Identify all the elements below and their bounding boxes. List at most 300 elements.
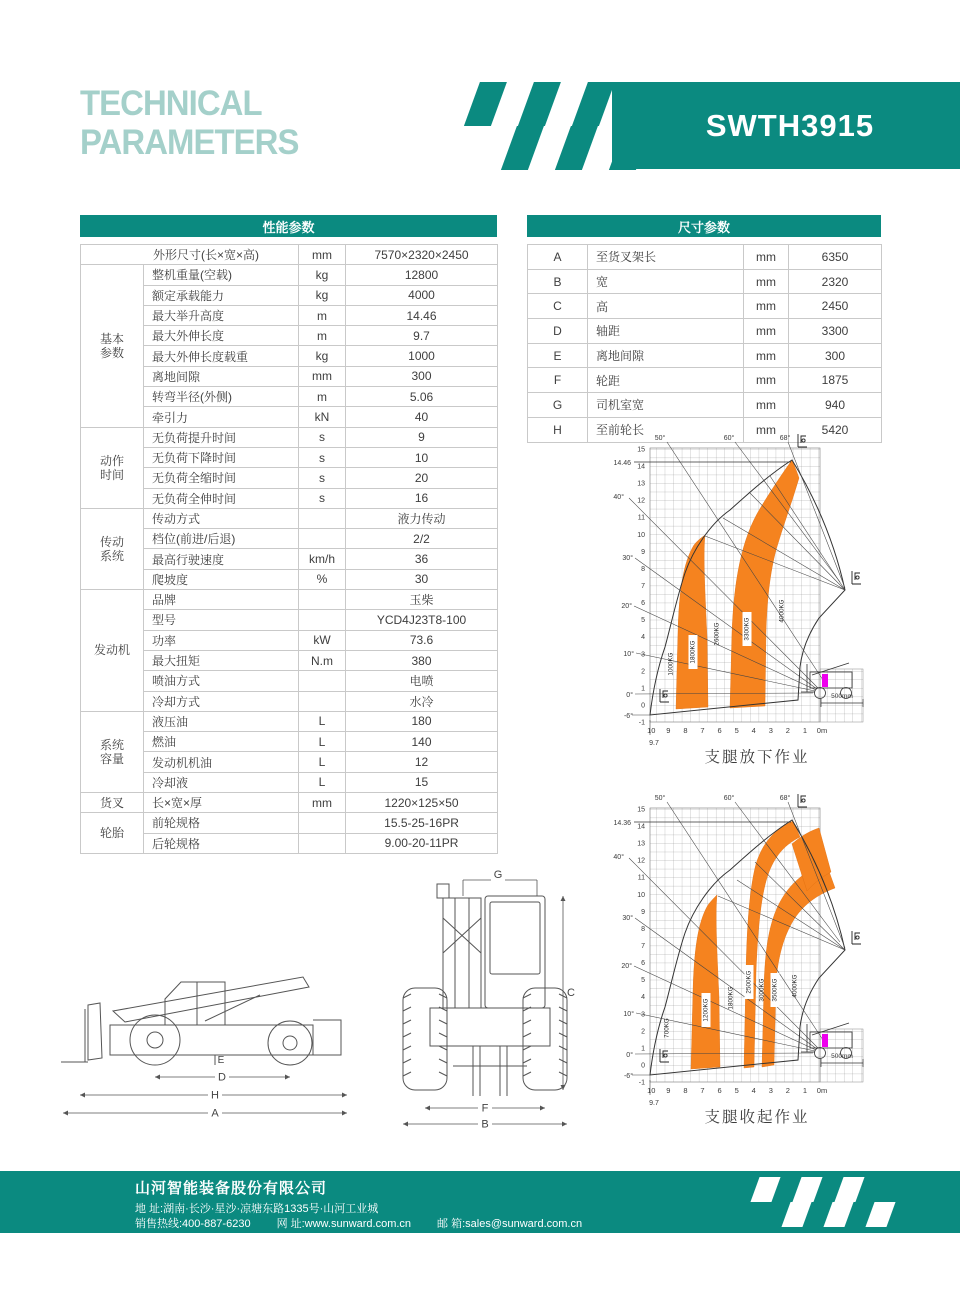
param-unit: mm	[299, 366, 346, 386]
svg-text:12: 12	[637, 497, 645, 505]
table-row	[81, 265, 498, 285]
param-value: 玉柴	[346, 590, 498, 610]
page-title-line2: PARAMETERS	[80, 123, 299, 162]
param-value: 180	[346, 711, 498, 731]
table-row	[81, 326, 498, 346]
svg-text:3000KG: 3000KG	[758, 978, 766, 1002]
dim-name: 宽	[588, 269, 744, 294]
email: 邮 箱:sales@sunward.com.cn	[437, 1218, 583, 1230]
table-row	[81, 711, 498, 731]
checker-cell	[464, 82, 507, 126]
param-unit: L	[299, 772, 346, 792]
svg-text:30°: 30°	[622, 555, 633, 562]
svg-text:10: 10	[647, 1086, 656, 1095]
dimension-label: E	[217, 1055, 225, 1066]
fork-carriage-icon	[798, 434, 807, 447]
dim-value: 3300	[789, 319, 882, 344]
dim-letter: C	[528, 294, 588, 319]
svg-text:0°: 0°	[626, 692, 633, 699]
dim-letter: G	[528, 393, 588, 418]
param-name: 型号	[144, 610, 299, 630]
svg-text:8: 8	[641, 565, 645, 573]
svg-text:1: 1	[802, 1086, 808, 1095]
param-value: 液力传动	[346, 508, 498, 528]
model-number: SWTH3915	[705, 107, 875, 143]
param-value: 20	[346, 468, 498, 488]
param-unit: m	[299, 387, 346, 407]
svg-text:8: 8	[641, 925, 645, 933]
table-row	[81, 407, 498, 427]
dim-unit: mm	[744, 368, 789, 393]
param-unit: m	[299, 326, 346, 346]
table-row	[81, 245, 498, 265]
fork-carriage-icon	[798, 794, 807, 807]
table-row	[528, 393, 882, 418]
param-unit: L	[299, 732, 346, 752]
svg-text:6: 6	[641, 960, 645, 968]
svg-text:7: 7	[641, 943, 645, 951]
param-value: 2/2	[346, 529, 498, 549]
table-row	[81, 671, 498, 691]
table-row	[81, 833, 498, 853]
svg-text:12: 12	[637, 857, 645, 865]
table-row	[528, 269, 882, 294]
dim-unit: mm	[744, 245, 789, 270]
svg-text:8: 8	[683, 1086, 688, 1095]
table-row	[81, 305, 498, 325]
table-row	[81, 590, 498, 610]
param-name: 液压油	[144, 711, 299, 731]
dimension-line	[463, 880, 537, 896]
param-unit	[299, 813, 346, 833]
param-unit	[299, 691, 346, 711]
svg-text:40°: 40°	[613, 494, 624, 501]
table-row	[81, 752, 498, 772]
dim-name: 高	[588, 294, 744, 319]
dim-value: 300	[789, 343, 882, 368]
page-title	[80, 84, 298, 162]
svg-text:11: 11	[637, 514, 645, 522]
param-name: 无负荷全伸时间	[144, 488, 299, 508]
svg-text:4: 4	[641, 994, 645, 1002]
svg-text:14: 14	[637, 823, 645, 831]
max-lift-height-label: 14.36	[613, 820, 631, 827]
svg-text:20°: 20°	[621, 603, 632, 610]
dim-letter: H	[528, 417, 588, 442]
dim-name: 离地间隙	[588, 343, 744, 368]
svg-text:10: 10	[647, 726, 656, 735]
svg-text:700KG: 700KG	[663, 1018, 671, 1038]
svg-text:9: 9	[666, 1086, 671, 1095]
svg-text:10°: 10°	[623, 651, 634, 658]
page-title-line1: TECHNICAL	[80, 84, 262, 123]
svg-text:0m: 0m	[816, 726, 828, 735]
max-reach-label: 9.7	[649, 1100, 659, 1107]
param-name: 无负荷提升时间	[144, 427, 299, 447]
svg-text:-6°: -6°	[623, 713, 633, 720]
param-group: 轮胎	[81, 813, 144, 854]
performance-table	[80, 244, 498, 854]
param-value: 10	[346, 447, 498, 467]
param-value: 40	[346, 407, 498, 427]
dim-letter: A	[528, 245, 588, 270]
param-value: 4000	[346, 285, 498, 305]
param-unit: N.m	[299, 650, 346, 670]
svg-text:10: 10	[637, 531, 645, 539]
svg-text:1200KG: 1200KG	[702, 998, 710, 1022]
svg-text:60°: 60°	[723, 795, 735, 802]
table-row	[81, 630, 498, 650]
svg-text:5: 5	[641, 617, 645, 625]
param-value: 140	[346, 732, 498, 752]
param-value: 9	[346, 427, 498, 447]
dim-value: 6350	[789, 245, 882, 270]
fork-carriage-icon	[852, 571, 861, 584]
dimension-table-section	[527, 215, 881, 443]
dim-letter: B	[528, 269, 588, 294]
svg-text:11: 11	[637, 874, 645, 882]
param-name: 冷却方式	[144, 691, 299, 711]
sales-hotline: 销售热线:400-887-6230	[135, 1218, 251, 1230]
param-name: 外形尺寸(长×宽×高)	[81, 245, 299, 265]
table-row	[81, 569, 498, 589]
table-row	[528, 368, 882, 393]
svg-text:14: 14	[637, 463, 645, 471]
dim-value: 940	[789, 393, 882, 418]
svg-text:3: 3	[768, 726, 773, 735]
dim-value: 2320	[789, 269, 882, 294]
footer	[0, 1171, 960, 1233]
param-name: 品牌	[144, 590, 299, 610]
svg-text:15: 15	[637, 446, 645, 454]
chart-title: 支腿收起作业	[704, 1109, 810, 1126]
table-row	[81, 732, 498, 752]
checker-cell	[750, 1177, 780, 1202]
svg-text:3: 3	[641, 651, 645, 659]
checker-cell	[555, 126, 598, 170]
param-name: 发动机机油	[144, 752, 299, 772]
svg-text:1: 1	[641, 1045, 645, 1053]
svg-text:50°: 50°	[654, 795, 666, 802]
svg-text:4: 4	[751, 1086, 756, 1095]
param-name: 最大外伸长度载重	[144, 346, 299, 366]
checker-cell	[572, 82, 615, 126]
footer-contacts	[135, 1215, 582, 1231]
param-unit: s	[299, 468, 346, 488]
param-name: 爬坡度	[144, 569, 299, 589]
param-unit: mm	[299, 793, 346, 813]
param-group: 发动机	[81, 590, 144, 712]
param-name: 最大举升高度	[144, 305, 299, 325]
param-value: 16	[346, 488, 498, 508]
svg-text:10: 10	[637, 891, 645, 899]
svg-text:6: 6	[641, 600, 645, 608]
table-row	[81, 650, 498, 670]
load-chart-outriggers-down	[605, 432, 960, 780]
param-unit: %	[299, 569, 346, 589]
table-row	[528, 294, 882, 319]
param-unit	[299, 529, 346, 549]
dimension-table-title: 尺寸参数	[527, 215, 881, 237]
param-name: 功率	[144, 630, 299, 650]
param-unit: kW	[299, 630, 346, 650]
svg-text:13: 13	[637, 480, 645, 488]
svg-text:7: 7	[700, 1086, 705, 1095]
dim-name: 至货叉架长	[588, 245, 744, 270]
param-name: 离地间隙	[144, 366, 299, 386]
load-chart-outriggers-up	[605, 792, 960, 1140]
table-row	[528, 343, 882, 368]
param-name: 最大扭矩	[144, 650, 299, 670]
param-unit: L	[299, 711, 346, 731]
table-row	[81, 366, 498, 386]
table-row	[81, 488, 498, 508]
svg-text:15: 15	[637, 806, 645, 814]
dimension-label: F	[481, 1102, 489, 1115]
param-name: 额定承载能力	[144, 285, 299, 305]
param-name: 牵引力	[144, 407, 299, 427]
checker-cell	[865, 1202, 895, 1227]
svg-text:0: 0	[641, 702, 645, 710]
max-reach-label: 9.7	[649, 740, 659, 747]
dim-unit: mm	[744, 393, 789, 418]
dim-name: 轮距	[588, 368, 744, 393]
fork-carriage-icon	[852, 931, 861, 944]
dimension-label: G	[493, 869, 503, 881]
dim-unit: mm	[744, 294, 789, 319]
param-value: 36	[346, 549, 498, 569]
param-value: 12800	[346, 265, 498, 285]
table-row	[81, 793, 498, 813]
param-name: 长×宽×厚	[144, 793, 299, 813]
dim-name: 轴距	[588, 319, 744, 344]
param-unit	[299, 508, 346, 528]
dim-name: 司机室宽	[588, 393, 744, 418]
param-unit	[299, 590, 346, 610]
param-value: 1220×125×50	[346, 793, 498, 813]
dim-value: 2450	[789, 294, 882, 319]
telehandler-side-outline	[61, 977, 341, 1065]
dimension-label: H	[211, 1089, 219, 1102]
dimension-table	[527, 244, 882, 443]
param-value: 12	[346, 752, 498, 772]
param-unit: kg	[299, 346, 346, 366]
svg-text:10°: 10°	[623, 1011, 634, 1018]
table-row	[81, 427, 498, 447]
table-row	[81, 529, 498, 549]
height-axis-labels	[637, 446, 645, 726]
height-axis-labels	[637, 806, 645, 1086]
side-view-drawing	[55, 925, 365, 1125]
table-row	[81, 772, 498, 792]
svg-text:2: 2	[785, 1086, 790, 1095]
svg-text:9: 9	[641, 908, 645, 916]
param-value: 30	[346, 569, 498, 589]
param-name: 无负荷下降时间	[144, 447, 299, 467]
svg-text:-1: -1	[638, 719, 645, 727]
param-name: 转弯半径(外侧)	[144, 387, 299, 407]
param-value: 5.06	[346, 387, 498, 407]
param-unit	[299, 610, 346, 630]
dimension-label: B	[481, 1118, 489, 1130]
param-unit: s	[299, 447, 346, 467]
table-row	[81, 285, 498, 305]
param-unit: s	[299, 488, 346, 508]
svg-text:3500KG: 3500KG	[771, 978, 779, 1002]
performance-table-title: 性能参数	[80, 215, 497, 237]
param-value: 15.5-25-16PR	[346, 813, 498, 833]
svg-text:9: 9	[666, 726, 671, 735]
param-unit	[299, 833, 346, 853]
param-value: 9.00-20-11PR	[346, 833, 498, 853]
table-row	[81, 447, 498, 467]
table-row	[81, 387, 498, 407]
param-value: 7570×2320×2450	[346, 245, 498, 265]
dimension-label: A	[211, 1107, 219, 1120]
param-value: 14.46	[346, 305, 498, 325]
svg-text:-1: -1	[638, 1079, 645, 1087]
svg-text:50°: 50°	[654, 435, 666, 442]
param-name: 后轮规格	[144, 833, 299, 853]
svg-text:1: 1	[641, 685, 645, 693]
dimension-line	[63, 1111, 347, 1116]
svg-text:4000KG: 4000KG	[791, 974, 799, 998]
svg-text:1000KG: 1000KG	[667, 652, 675, 676]
svg-text:1: 1	[802, 726, 808, 735]
table-row	[528, 319, 882, 344]
param-value: 380	[346, 650, 498, 670]
param-name: 整机重量(空载)	[144, 265, 299, 285]
svg-text:3: 3	[768, 1086, 773, 1095]
telehandler-front-outline	[403, 884, 567, 1096]
table-row	[528, 245, 882, 270]
svg-text:0m: 0m	[816, 1086, 828, 1095]
offset-annotation: 500mm	[831, 693, 853, 700]
param-value: 水冷	[346, 691, 498, 711]
param-name: 喷油方式	[144, 671, 299, 691]
svg-text:5: 5	[734, 726, 739, 735]
param-unit: kg	[299, 265, 346, 285]
param-value: 15	[346, 772, 498, 792]
table-row	[81, 549, 498, 569]
param-value: 300	[346, 366, 498, 386]
svg-text:6: 6	[717, 1086, 722, 1095]
param-name: 最大外伸长度	[144, 326, 299, 346]
param-unit: kg	[299, 285, 346, 305]
svg-text:4000KG: 4000KG	[778, 599, 786, 623]
svg-text:1800KG: 1800KG	[689, 640, 697, 664]
param-unit: mm	[299, 245, 346, 265]
param-value: 电喷	[346, 671, 498, 691]
param-unit: km/h	[299, 549, 346, 569]
param-name: 传动方式	[144, 508, 299, 528]
svg-text:8: 8	[683, 726, 688, 735]
svg-text:2600KG: 2600KG	[713, 622, 721, 646]
svg-text:4: 4	[641, 634, 645, 642]
reach-axis-labels	[647, 726, 827, 735]
dim-letter: F	[528, 368, 588, 393]
svg-text:68°: 68°	[779, 795, 791, 802]
svg-text:7: 7	[700, 726, 705, 735]
svg-text:4: 4	[751, 726, 756, 735]
param-value: YCD4J23T8-100	[346, 610, 498, 630]
param-unit: kN	[299, 407, 346, 427]
table-row	[81, 691, 498, 711]
svg-text:0: 0	[641, 1062, 645, 1070]
param-group: 货叉	[81, 793, 144, 813]
dim-value: 5420	[789, 417, 882, 442]
svg-text:2: 2	[641, 1028, 645, 1036]
param-name: 燃油	[144, 732, 299, 752]
checker-cell	[518, 82, 561, 126]
svg-text:2: 2	[785, 726, 790, 735]
dim-letter: E	[528, 343, 588, 368]
checker-cell	[834, 1177, 864, 1202]
svg-text:68°: 68°	[779, 435, 791, 442]
svg-text:30°: 30°	[622, 915, 633, 922]
svg-text:0°: 0°	[626, 1052, 633, 1059]
param-group: 基本 参数	[81, 265, 144, 427]
dimension-label: C	[567, 987, 575, 999]
dim-letter: D	[528, 319, 588, 344]
param-unit	[299, 671, 346, 691]
svg-text:1800KG: 1800KG	[727, 986, 735, 1010]
dimension-label: D	[218, 1071, 226, 1084]
max-lift-height-label: 14.46	[613, 460, 631, 467]
table-row	[81, 468, 498, 488]
dim-unit: mm	[744, 343, 789, 368]
param-unit: L	[299, 752, 346, 772]
table-row	[81, 508, 498, 528]
svg-text:3: 3	[641, 1011, 645, 1019]
checker-cell	[823, 1202, 853, 1227]
dim-value: 1875	[789, 368, 882, 393]
svg-text:6: 6	[717, 726, 722, 735]
svg-text:20°: 20°	[621, 963, 632, 970]
svg-text:2500KG: 2500KG	[745, 970, 753, 994]
footer-checker-pattern	[745, 1177, 905, 1227]
svg-text:40°: 40°	[613, 854, 624, 861]
svg-text:-6°: -6°	[623, 1073, 633, 1080]
param-unit: s	[299, 427, 346, 447]
param-group: 动作 时间	[81, 427, 144, 508]
table-row	[81, 610, 498, 630]
dim-unit: mm	[744, 417, 789, 442]
svg-text:7: 7	[641, 583, 645, 591]
param-name: 档位(前进/后退)	[144, 529, 299, 549]
reach-axis-labels	[647, 1086, 827, 1095]
param-value: 73.6	[346, 630, 498, 650]
checker-cell	[792, 1177, 822, 1202]
checker-cell	[501, 126, 544, 170]
param-unit: m	[299, 305, 346, 325]
company-name: 山河智能装备股份有限公司	[135, 1180, 328, 1197]
dim-name: 至前轮长	[588, 417, 744, 442]
svg-text:5: 5	[734, 1086, 739, 1095]
dim-unit: mm	[744, 319, 789, 344]
param-group: 系统 容量	[81, 711, 144, 792]
param-value: 1000	[346, 346, 498, 366]
chart-title: 支腿放下作业	[704, 749, 810, 766]
svg-text:60°: 60°	[723, 435, 735, 442]
param-name: 最高行驶速度	[144, 549, 299, 569]
performance-table-section	[80, 215, 497, 854]
svg-text:3300KG: 3300KG	[743, 617, 751, 641]
website: 网 址:www.sunward.com.cn	[276, 1218, 412, 1230]
svg-text:9: 9	[641, 548, 645, 556]
param-name: 前轮规格	[144, 813, 299, 833]
dim-unit: mm	[744, 269, 789, 294]
